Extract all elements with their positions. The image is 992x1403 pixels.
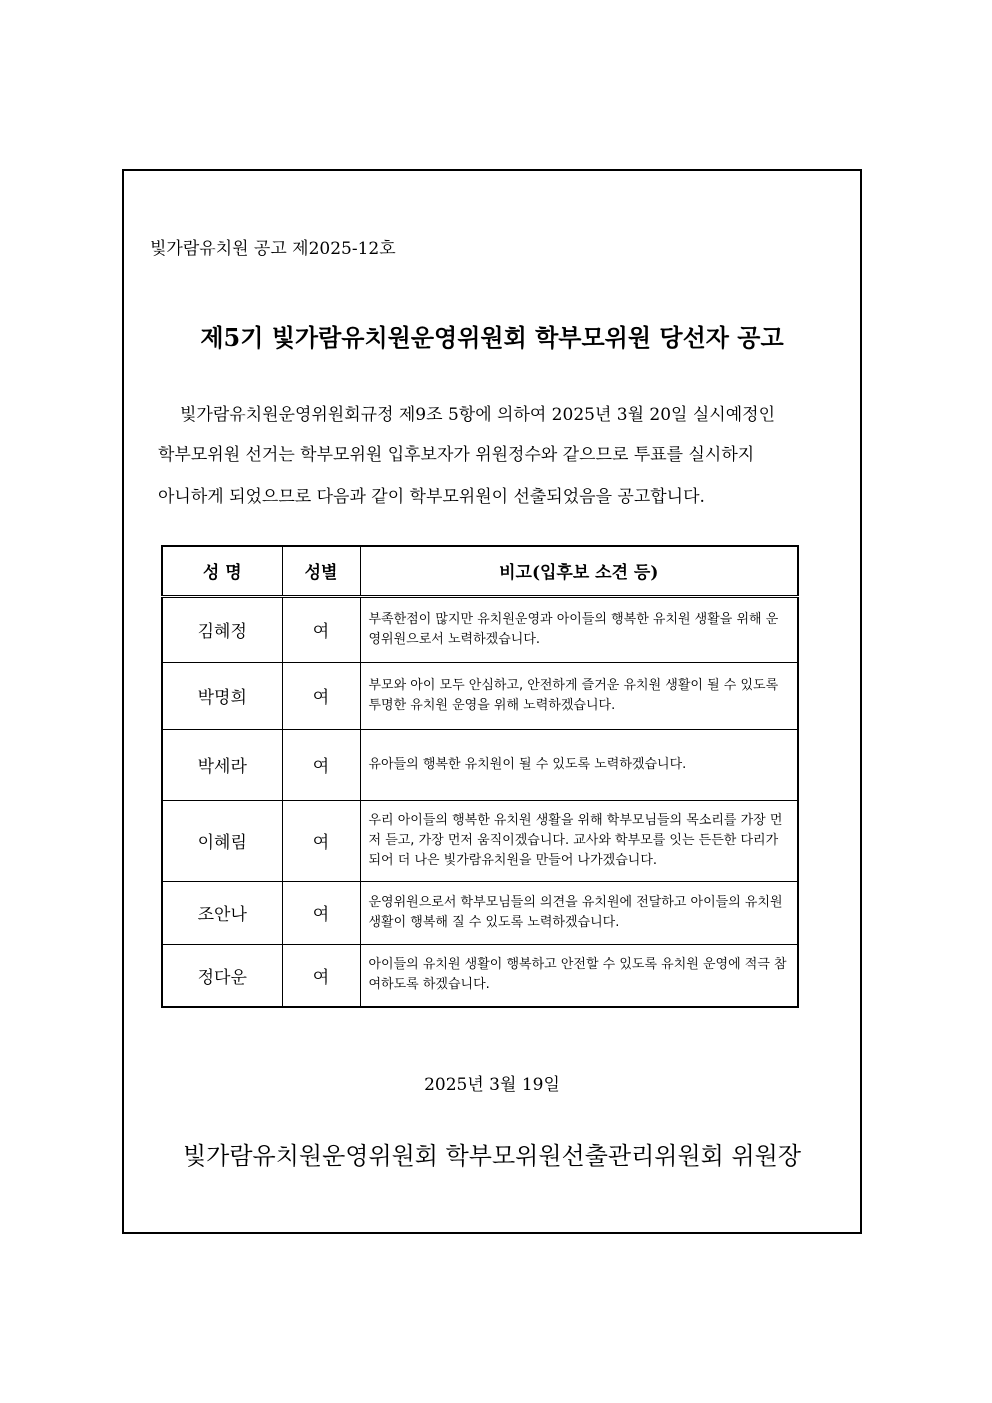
member-gender: 여: [282, 729, 360, 800]
member-name: 조안나: [162, 881, 282, 944]
member-remark: 아이들의 유치원 생활이 행복하고 안전할 수 있도록 유치원 운영에 적극 참여하도록 하겠습니다.: [360, 944, 798, 1007]
member-remark: 운영위원으로서 학부모님들의 의견을 유치원에 전달하고 아이들의 유치원 생활이 행복해 질 수 있도록 노력하겠습니다.: [360, 881, 798, 944]
table-row: [162, 596, 798, 662]
member-name: 김혜정: [162, 596, 282, 662]
member-gender: 여: [282, 944, 360, 1007]
header-remark: 비고(입후보 소견 등): [360, 546, 798, 596]
member-name: 이혜림: [162, 800, 282, 881]
notice-date: 2025년 3월 19일: [424, 1075, 560, 1095]
header-name: 성 명: [162, 546, 282, 596]
body-paragraph-line-3: 아니하게 되었으므로 다음과 같이 학부모위원이 선출되었음을 공고합니다.: [158, 487, 705, 507]
body-paragraph-line-2: 학부모위원 선거는 학부모위원 입후보자가 위원정수와 같으므로 투표를 실시하지: [158, 445, 755, 465]
table-row: [162, 881, 798, 944]
member-name: 박명희: [162, 662, 282, 729]
member-remark: 우리 아이들의 행복한 유치원 생활을 위해 학부모님들의 목소리를 가장 먼저 듣고, 가장 먼저 움직이겠습니다. 교사와 학부모를 잇는 든든한 다리가 되어 더 나은 빛가람유치원을 만들어 나가겠습니다.: [360, 800, 798, 881]
notice-number: 빛가람유치원 공고 제2025-12호: [150, 239, 396, 259]
member-name: 박세라: [162, 729, 282, 800]
member-gender: 여: [282, 596, 360, 662]
table-header-row: [162, 546, 798, 596]
member-remark: 유아들의 행복한 유치원이 될 수 있도록 노력하겠습니다.: [360, 729, 798, 800]
body-paragraph-line-1: 빛가람유치원운영위원회규정 제9조 5항에 의하여 2025년 3월 20일 실시예정인: [180, 405, 775, 425]
member-remark: 부족한점이 많지만 유치원운영과 아이들의 행복한 유치원 생활을 위해 운영위원으로서 노력하겠습니다.: [360, 596, 798, 662]
member-gender: 여: [282, 881, 360, 944]
table-row: [162, 800, 798, 881]
table-row: [162, 729, 798, 800]
member-gender: 여: [282, 800, 360, 881]
member-name: 정다운: [162, 944, 282, 1007]
member-gender: 여: [282, 662, 360, 729]
table-row: [162, 944, 798, 1007]
member-remark: 부모와 아이 모두 안심하고, 안전하게 즐거운 유치원 생활이 될 수 있도록 투명한 유치원 운영을 위해 노력하겠습니다.: [360, 662, 798, 729]
table-row: [162, 662, 798, 729]
members-table: [161, 545, 799, 1008]
document-title: 제5기 빛가람유치원운영위원회 학부모위원 당선자 공고: [200, 323, 784, 352]
signer-title: 빛가람유치원운영위원회 학부모위원선출관리위원회 위원장: [182, 1142, 802, 1170]
header-gender: 성별: [282, 546, 360, 596]
